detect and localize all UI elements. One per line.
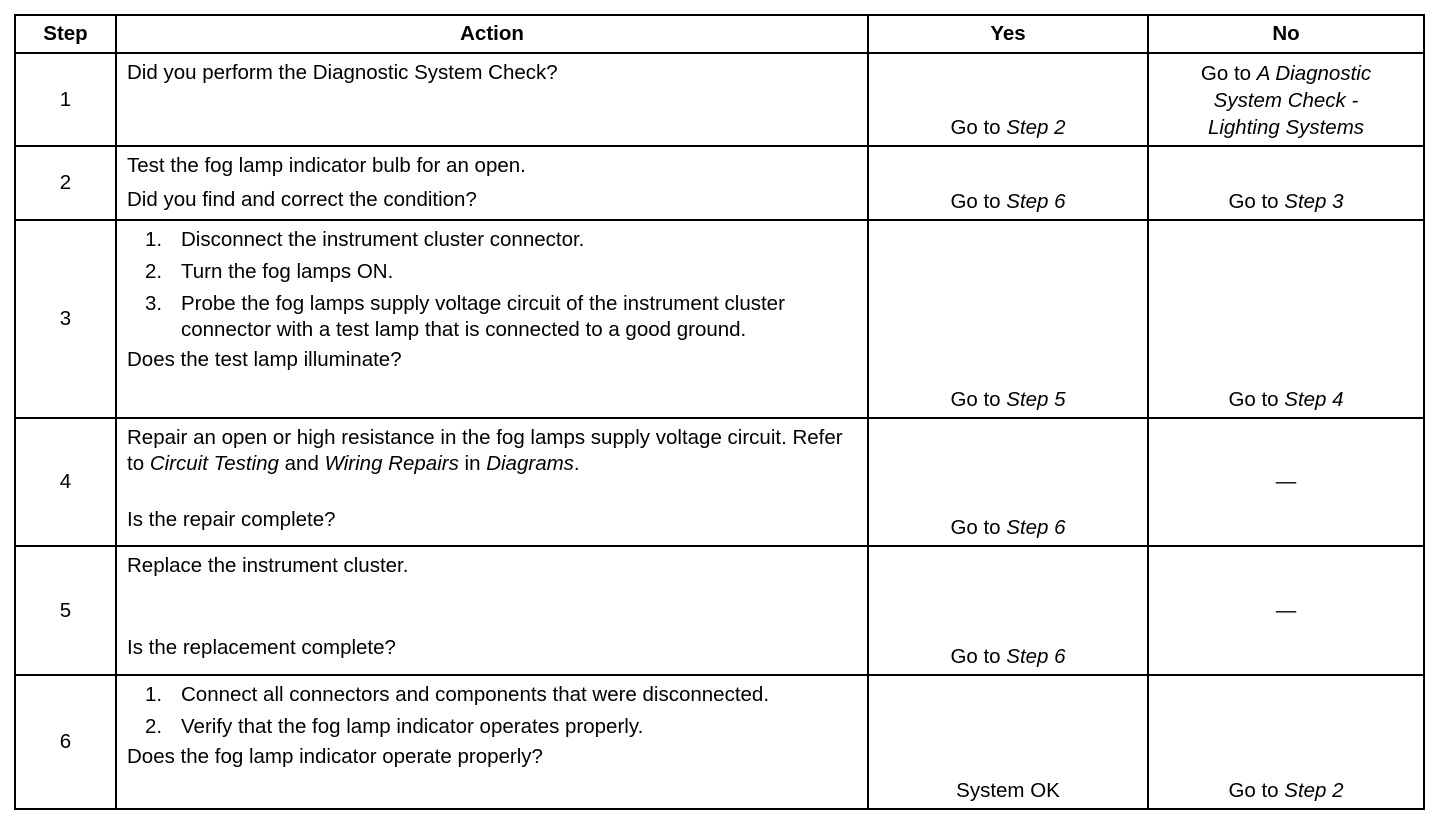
- action-question: Does the fog lamp indicator operate properly?: [127, 745, 543, 768]
- punctuation: .: [573, 452, 580, 475]
- action-cell: [116, 53, 868, 146]
- no-outcome: —: [1275, 470, 1297, 493]
- substep-list: [127, 227, 857, 343]
- substep-item: [145, 227, 857, 253]
- yes-step-link[interactable]: Step 2: [1006, 116, 1066, 139]
- no-reference-link[interactable]: Lighting Systems: [1207, 116, 1365, 139]
- substep-item: [145, 259, 857, 285]
- action-cell: [116, 220, 868, 418]
- substep-text: Verify that the fog lamp indicator operates properly.: [181, 715, 644, 738]
- substep-number: 2.: [145, 260, 163, 283]
- connector-text: in: [464, 452, 481, 475]
- substep-text: Connect all connectors and components that were disconnected.: [181, 683, 770, 706]
- header-no: No: [1148, 15, 1424, 53]
- substep-list: [127, 682, 857, 740]
- no-cell: [1148, 146, 1424, 220]
- substep-item: [145, 682, 857, 708]
- action-cell: [116, 146, 868, 220]
- action-cell: [116, 418, 868, 546]
- step-number: 3: [15, 220, 116, 418]
- step-number: 2: [15, 146, 116, 220]
- substep-number: 3.: [145, 292, 163, 315]
- substep-number: 1.: [145, 683, 163, 706]
- yes-step-link[interactable]: Step 6: [1006, 190, 1066, 213]
- substep-text: Turn the fog lamps ON.: [181, 260, 394, 283]
- yes-step-link[interactable]: Step 6: [1006, 645, 1066, 668]
- substep-number: 2.: [145, 715, 163, 738]
- no-step-link[interactable]: Step 4: [1284, 388, 1344, 411]
- no-outcome: [1149, 387, 1423, 413]
- no-outcome: [1149, 60, 1423, 141]
- table-row: [15, 220, 1424, 418]
- action-question: Did you find and correct the condition?: [127, 188, 477, 211]
- header-yes: Yes: [868, 15, 1148, 53]
- yes-outcome: [869, 387, 1147, 413]
- table-row: [15, 418, 1424, 546]
- yes-step-link[interactable]: Step 6: [1006, 516, 1066, 539]
- wiring-repairs-link[interactable]: Wiring Repairs: [324, 452, 459, 475]
- no-outcome: [1149, 778, 1423, 804]
- no-cell: [1148, 675, 1424, 809]
- no-step-link[interactable]: Step 2: [1284, 779, 1344, 802]
- yes-outcome: [869, 515, 1147, 541]
- no-cell: [1148, 53, 1424, 146]
- header-row: [15, 15, 1424, 53]
- connector-text: and: [284, 452, 319, 475]
- yes-prefix: Go to: [950, 116, 1001, 139]
- action-question: Is the replacement complete?: [127, 636, 396, 659]
- action-question: Does the test lamp illuminate?: [127, 348, 402, 371]
- header-step: Step: [15, 15, 116, 53]
- substep-item: [145, 714, 857, 740]
- yes-outcome: [869, 189, 1147, 215]
- yes-prefix: Go to: [950, 645, 1001, 668]
- substep-text: Disconnect the instrument cluster connector.: [181, 228, 585, 251]
- step-number: 1: [15, 53, 116, 146]
- yes-outcome: [869, 115, 1147, 141]
- yes-cell: [868, 146, 1148, 220]
- yes-step-link[interactable]: Step 5: [1006, 388, 1066, 411]
- step-number: 6: [15, 675, 116, 809]
- instruction-text: Repair an open or high resistance in the fog lamps supply voltage circuit. Refer to: [127, 426, 843, 475]
- substep-text: Probe the fog lamps supply voltage circuit of the instrument cluster connector with a test lamp that is connected to a good ground.: [181, 292, 785, 341]
- no-step-link[interactable]: Step 3: [1284, 190, 1344, 213]
- yes-cell: [868, 546, 1148, 675]
- table-row: [15, 675, 1424, 809]
- substep-item: [145, 291, 857, 343]
- yes-prefix: Go to: [950, 516, 1001, 539]
- diagnostic-table: [14, 14, 1425, 810]
- circuit-testing-link[interactable]: Circuit Testing: [149, 452, 279, 475]
- yes-outcome: [869, 644, 1147, 670]
- step-number: 5: [15, 546, 116, 675]
- yes-cell: [868, 418, 1148, 546]
- substep-number: 1.: [145, 228, 163, 251]
- action-instruction: Replace the instrument cluster.: [127, 554, 409, 577]
- no-outcome: —: [1275, 598, 1297, 622]
- yes-cell: [868, 220, 1148, 418]
- no-prefix: Go to: [1228, 779, 1279, 802]
- step-number: 4: [15, 418, 116, 546]
- no-prefix: Go to: [1228, 190, 1279, 213]
- diagrams-link[interactable]: Diagrams: [486, 452, 574, 475]
- no-reference-link[interactable]: A Diagnostic: [1256, 62, 1372, 85]
- action-cell: [116, 546, 868, 675]
- yes-prefix: Go to: [950, 388, 1001, 411]
- no-outcome: [1149, 189, 1423, 215]
- table-row: [15, 53, 1424, 146]
- header-action: Action: [116, 15, 868, 53]
- action-cell: [116, 675, 868, 809]
- no-reference-link[interactable]: System Check -: [1213, 89, 1359, 112]
- yes-outcome: System OK: [956, 779, 1060, 802]
- yes-cell: [868, 53, 1148, 146]
- no-prefix: Go to: [1228, 388, 1279, 411]
- no-prefix: Go to: [1200, 62, 1252, 85]
- yes-cell: [868, 675, 1148, 809]
- no-cell: [1148, 220, 1424, 418]
- diagnostic-table-container: [14, 14, 1425, 810]
- no-cell: [1148, 546, 1424, 675]
- table-row: [15, 546, 1424, 675]
- action-question: Is the repair complete?: [127, 508, 336, 531]
- action-question: Did you perform the Diagnostic System Check?: [127, 61, 558, 84]
- action-instruction: [127, 425, 857, 477]
- action-instruction: Test the fog lamp indicator bulb for an open.: [127, 154, 526, 177]
- yes-prefix: Go to: [950, 190, 1001, 213]
- table-row: [15, 146, 1424, 220]
- no-cell: [1148, 418, 1424, 546]
